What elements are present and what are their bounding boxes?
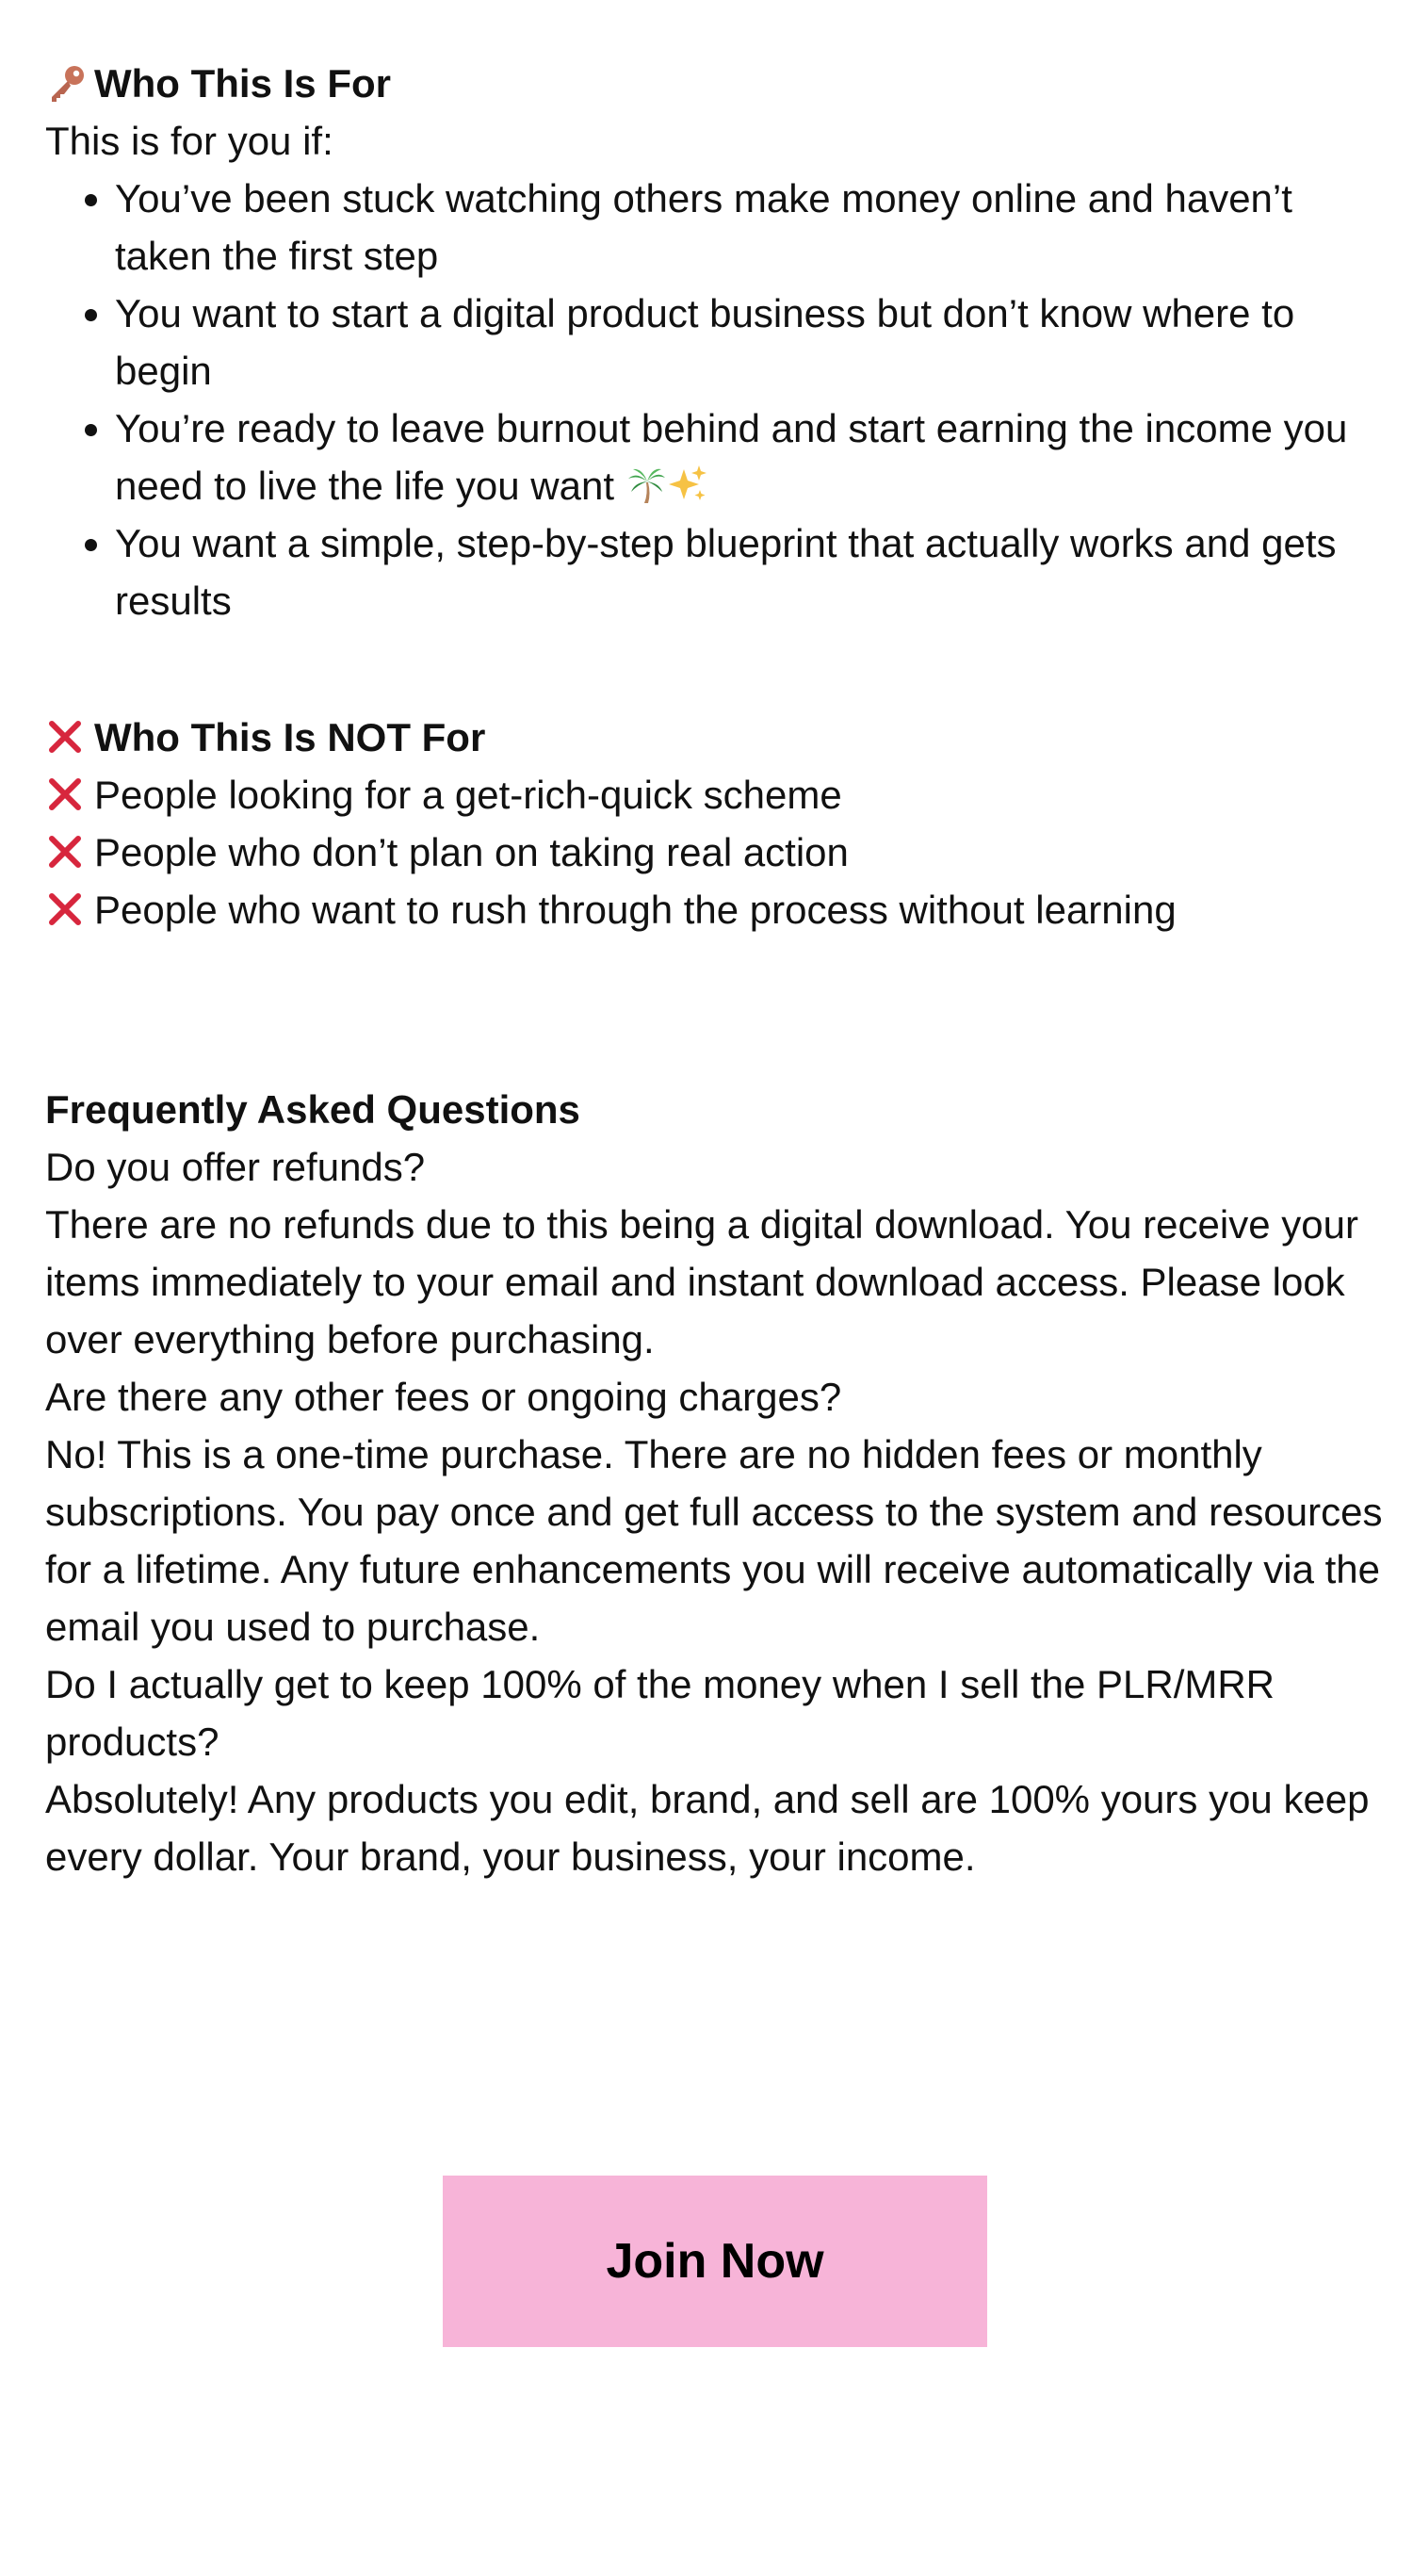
list-item [45,881,1383,938]
cta-container [443,2176,987,2347]
list-item [115,285,1383,399]
who-for-heading [45,55,1383,112]
cross-mark-icon [45,774,87,816]
who-for-list [45,170,1383,629]
faq-answer: Absolutely! Any products you edit, brand, and sell are 100% yours you keep every dollar. Your brand, your business, your income. [45,1777,1370,1879]
join-now-button[interactable]: Join Now [443,2176,987,2347]
spacer [45,938,1383,1081]
list-item-text: People who want to rush through the process without learning [94,888,1177,932]
list-item [45,823,1383,881]
key-icon [45,63,87,105]
list-item [115,399,1383,514]
faq-section [45,1081,1383,1885]
cross-mark-icon [45,717,87,758]
who-for-title: Who This Is For [94,61,391,106]
palm-tree-icon [625,464,667,508]
list-item-text: You want to start a digital product business but don’t know where to begin [115,291,1295,393]
list-item [115,514,1383,629]
list-item [115,170,1383,285]
list-item [45,766,1383,823]
faq-answer: No! This is a one-time purchase. There are no hidden fees or monthly subscriptions. You pay once and get full access to the system and resources for a lifetime. Any future enhancements you will receive automatically via the email you used to purchase. [45,1432,1383,1649]
list-item-text: You’re ready to leave burnout behind and start earning the income you need to live the life you want [115,406,1348,508]
page-content [45,55,1383,1885]
list-item-text: You want a simple, step-by-step blueprint that actually works and gets results [115,521,1337,623]
faq-title: Frequently Asked Questions [45,1087,580,1132]
list-item-text: You’ve been stuck watching others make money online and haven’t taken the first step [115,176,1292,278]
list-item-text: People who don’t plan on taking real action [94,830,849,874]
who-for-intro: This is for you if: [45,119,333,163]
faq-question: Do I actually get to keep 100% of the money when I sell the PLR/MRR products? [45,1662,1275,1764]
not-for-heading [45,709,1383,766]
cross-mark-icon [45,832,87,873]
faq-question: Are there any other fees or ongoing charges? [45,1375,842,1419]
spacer [45,629,1383,709]
list-item-text: People looking for a get-rich-quick scheme [94,773,842,817]
cross-mark-icon [45,889,87,931]
not-for-title: Who This Is NOT For [94,715,486,759]
faq-answer: There are no refunds due to this being a digital download. You receive your items immediately to your email and instant download access. Please look over everything before purchasing. [45,1202,1358,1361]
faq-question: Do you offer refunds? [45,1145,426,1189]
who-for-section [45,55,1383,629]
sparkles-icon [667,464,708,508]
not-for-section [45,709,1383,938]
